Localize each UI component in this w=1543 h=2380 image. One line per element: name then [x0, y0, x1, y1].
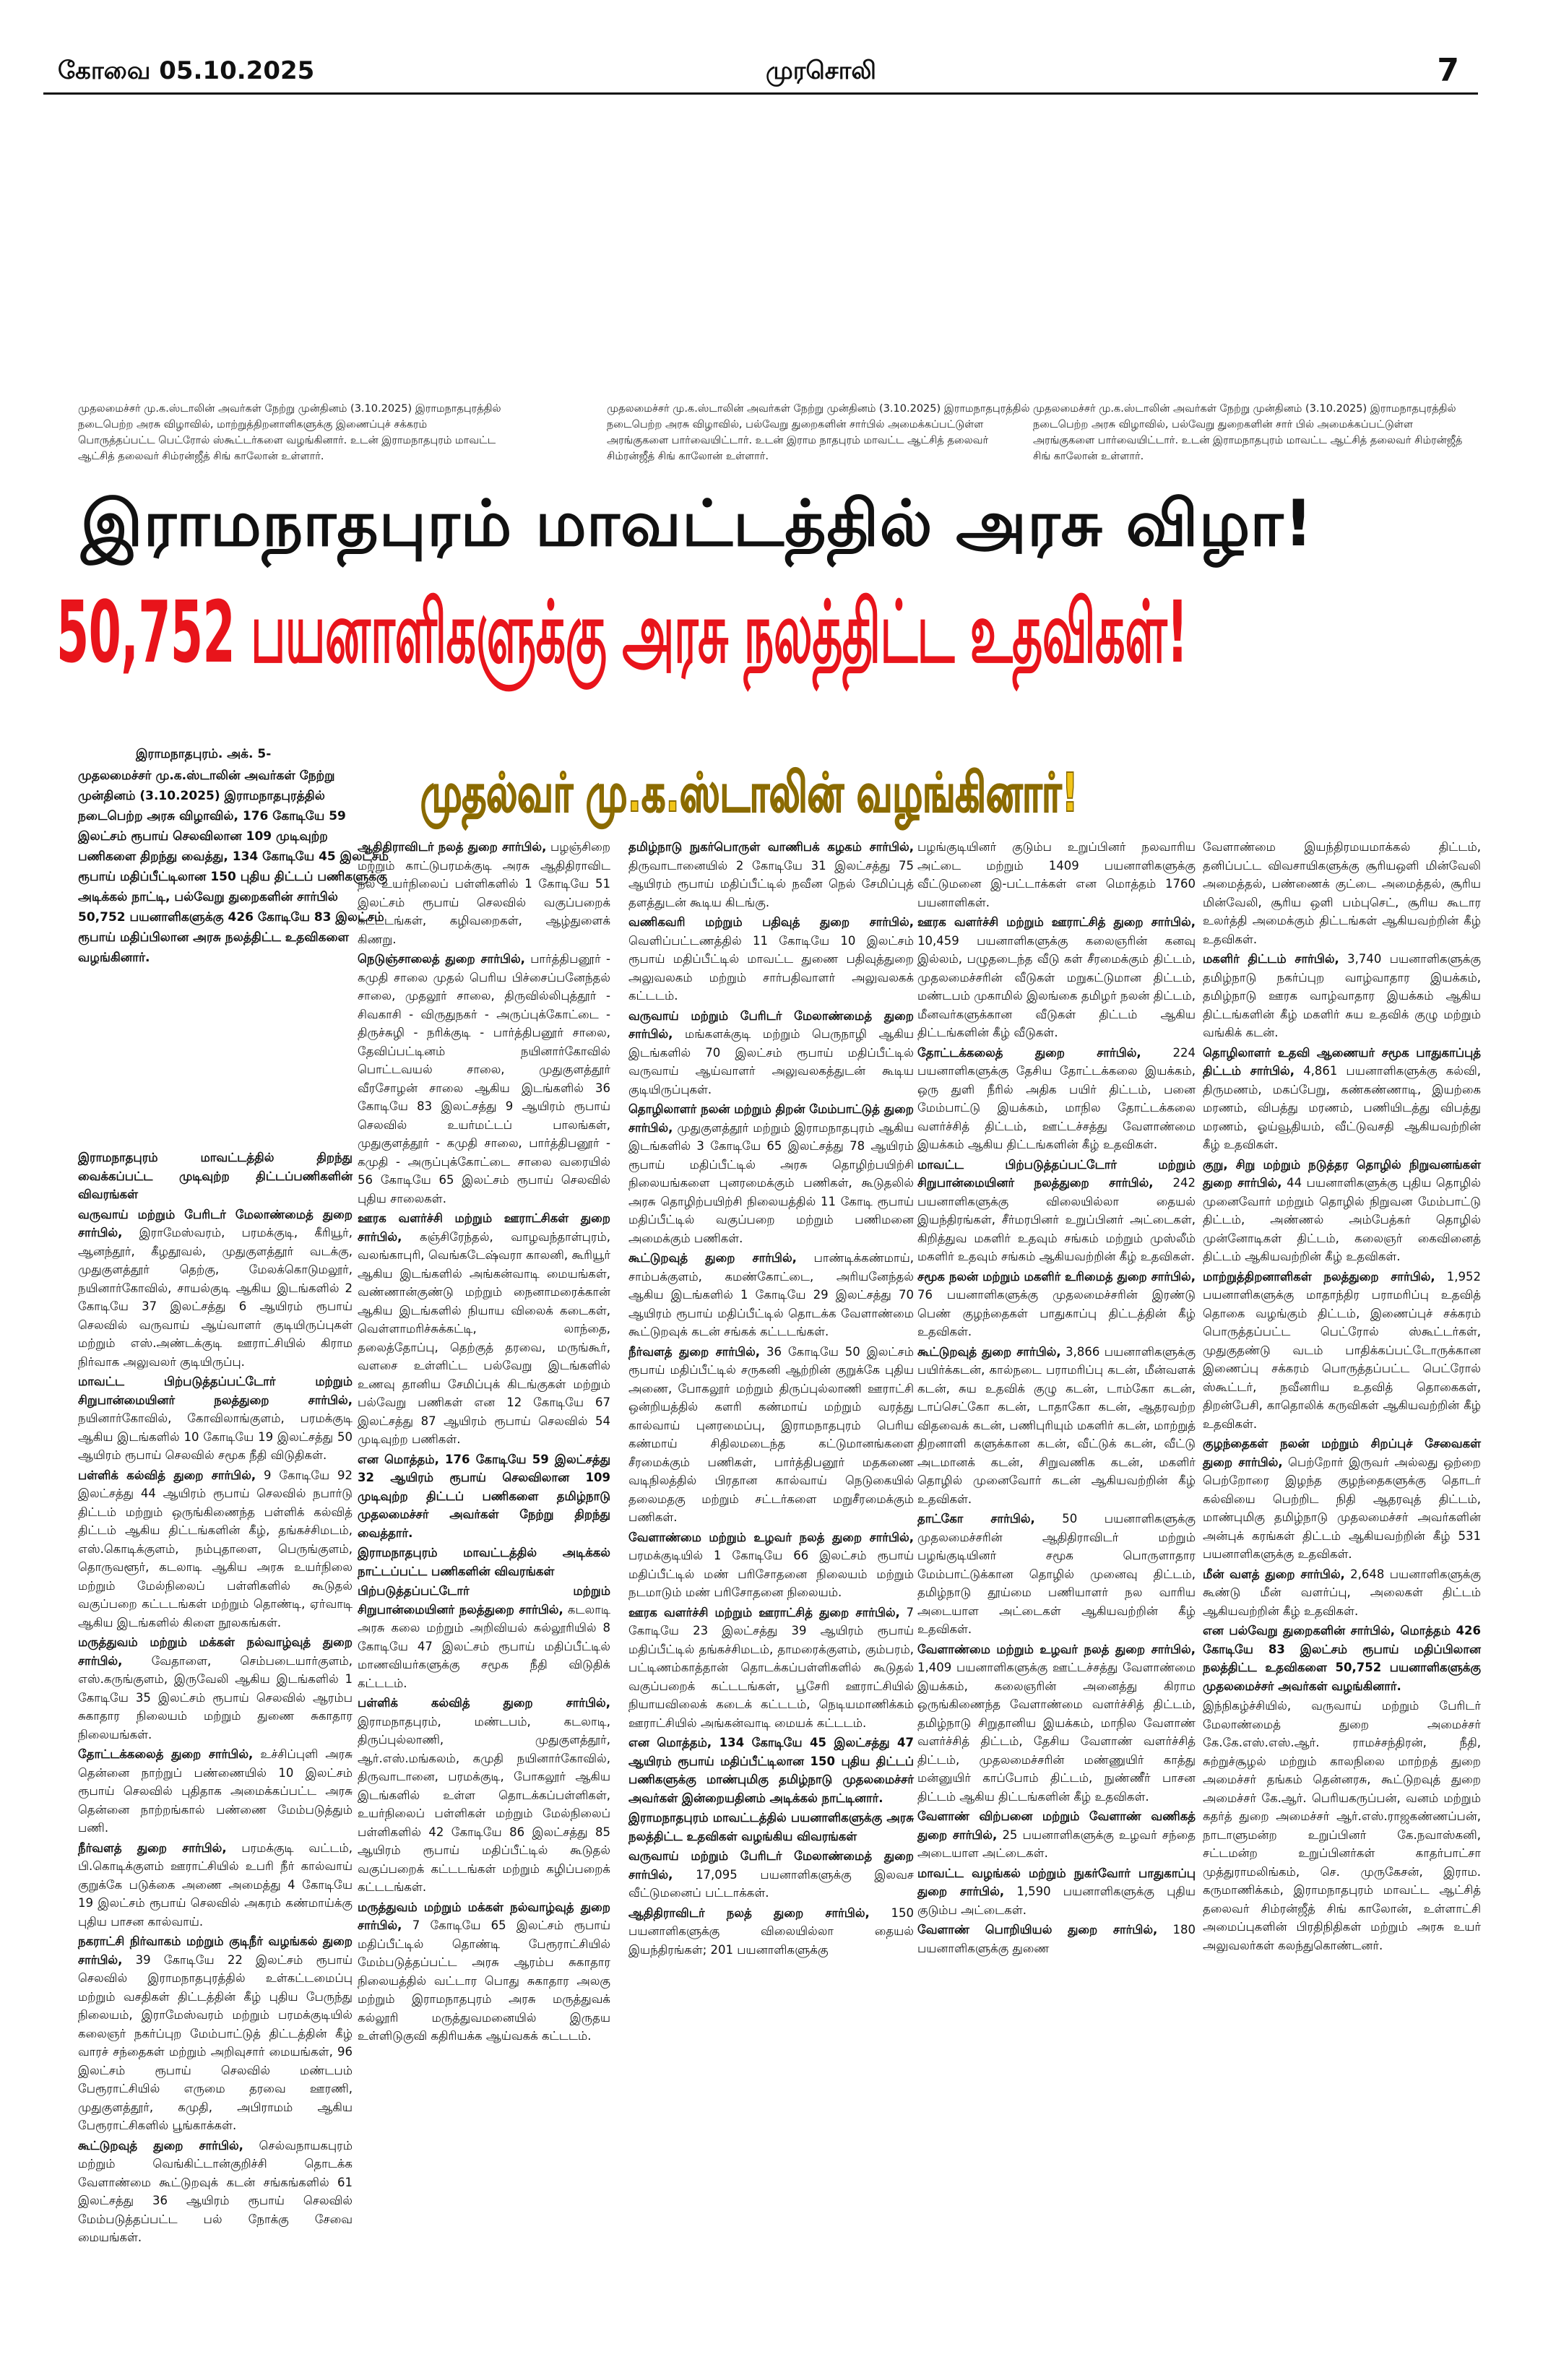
article-paragraph [358, 1898, 610, 2046]
article-paragraph [358, 1450, 610, 1543]
sub-headline: முதல்வர் மு.க.ஸ்டாலின் வழங்கினார்! [420, 762, 1079, 824]
newspaper-name: முரசொலி [766, 56, 876, 85]
paragraph-text: பாண்டிக்கண்மாய், சாம்பக்குளம், கமண்கோட்டை, அரியனேந்தல் ஆகிய இடங்களில் 1 கோடியே 29 இலட்சத்து 70 ஆயிரம் ரூபாய் மதிப்பீட்டில் தொடக்க வேளாண்மை கூட்டுறவுக் கடன் சங்கக் கட்டடங்கள். [628, 1251, 914, 1338]
page-number: 7 [1437, 52, 1459, 89]
paragraph-text: கஞ்சிரேந்தல், வாழவந்தாள்புரம், வலங்காபுரி, வெங்கடேஷ்வரா காலனி, கூரியூர் ஆகிய இடங்களில் அங்கன்வாடி மையங்கள், வண்ணான்குண்டு மற்றும் நைனாமரைக்கான் ஆகிய இடங்களில் நியாய விலைக் கடைகள், வெள்ளாமரிச்சுக்கட்டி, லாந்தை, தலைத்தோப்பு, தெற்குத் தரவை, மருங்கூர், வளசை உள்ளிட்ட பல்வேறு இடங்களில் உணவு தானிய சேமிப்புக் கிடங்குகள் மற்றும் பல்வேறு பணிகள் என 12 கோடியே 67 இலட்சத்து 87 ஆயிரம் ரூபாய் செலவில் 54 முடிவுற்ற பணிகள். [358, 1229, 611, 1446]
article-paragraph [78, 2137, 353, 2247]
paragraph-lead: தோட்டக்கலைத் துறை சார்பில், [917, 1045, 1141, 1060]
paragraph-lead: ஊரக வளர்ச்சி மற்றும் ஊராட்சித் துறை சார்பில், [917, 915, 1196, 929]
article-paragraph [78, 1466, 353, 1632]
article-paragraph [78, 1839, 353, 1931]
paragraph-lead: பிற்படுத்தப்பட்டோர் மற்றும் சிறுபான்மையினர் நலத்துறை சார்பில், [358, 1584, 610, 1617]
paragraph-lead: நீர்வளத் துறை சார்பில், [78, 1840, 227, 1855]
paragraph-text: பெற்றோர் இருவர் அல்லது ஒற்றை பெற்றோரை இழந்த குழந்தைகளுக்கு தொடர் கல்வியை பெற்றிட நிதி ஆதரவுத் திட்டம், மாண்புமிகு தமிழ்நாடு முதலமைச்சர் அவர்களின் அன்புக் கரங்கள் திட்டம் ஆகியவற்றின் கீழ் 531 பயனாளிகளுக்கு உதவிகள். [1203, 1455, 1481, 1561]
paragraph-text: பழஞ்சிறை மற்றும் காட்டுபரமக்குடி அரசு ஆதிதிராவிட நல உயர்நிலைப் பள்ளிகளில் 1 கோடியே 51 இலட்சம் ரூபாய் செலவில் வகுப்பறைக் கட்டடங்கள், கழிவறைகள், ஆழ்துளைக் கிணறு. [358, 840, 610, 946]
article-paragraph [628, 1847, 914, 1903]
paragraph-lead: சமூக நலன் மற்றும் மகளிர் உரிமைத் துறை சார்பில், [917, 1269, 1196, 1284]
article-paragraph [628, 1343, 914, 1527]
article-paragraph [1203, 1565, 1481, 1621]
paragraph-text: 1,409 பயனாளிகளுக்கு ஊட்டச்சத்து வேளாண்மை இயக்கம், கலைஞரின் அனைத்து கிராம ஒருங்கிணைந்த வேளாண்மை வளர்ச்சித் திட்டம், தமிழ்நாடு சிறுதானிய இயக்கம், மாநில வேளாண் வளர்ச்சித் திட்டம், தேசிய வேளாண் வளர்ச்சித் திட்டம், முதலமைச்சரின் மண்ணுயிர் காத்து மன்னுயிர் காப்போம் திட்டம், நுண்ணீர் பாசன திட்டம் ஆகிய திட்டங்களின் கீழ் உதவிகள். [917, 1661, 1196, 1804]
paragraph-text: 50 பயனாளிகளுக்கு முதலமைச்சரின் ஆதிதிராவிடர் மற்றும் பழங்குடியினர் சமூக பொருளாதார மேம்பாட்டுக்கான தொழில் முனைவு திட்டம், தமிழ்நாடு தூய்மை பணியாளர் நல வாரிய அடையாள அட்டைகள் ஆகியவற்றின் கீழ் உதவிகள். [917, 1512, 1196, 1636]
paragraph-lead: மகளிர் திட்டம் சார்பில், [1203, 952, 1339, 966]
paragraph-lead: நெடுஞ்சாலைத் துறை சார்பில், [358, 952, 525, 966]
paragraph-lead: கூட்டுறவுத் துறை சார்பில், [628, 1251, 797, 1265]
article-paragraph [628, 1904, 914, 1960]
article-paragraph [78, 1206, 353, 1372]
article-paragraph [628, 1007, 914, 1099]
paragraph-lead: தாட்கோ சார்பில், [917, 1512, 1035, 1526]
paragraph-lead: மாற்றுத்திறனாளிகள் நலத்துறை சார்பில், [1203, 1269, 1435, 1284]
article-paragraph [628, 913, 914, 1005]
article-column-4 [917, 838, 1196, 1959]
paragraph-text: வேளாண்மை இயந்திரமயமாக்கல் திட்டம், தனிப்பட்ட விவசாயிகளுக்கு சூரியஒளி மின்வேலி அமைத்தல், பண்ணைக் குட்டை அமைத்தல், சூரிய மின்வேலி, சூரிய ஒளி பம்புசெட், சூரிய கூடார உலர்த்தி அமைக்கும் திட்டங்கள் ஆகியவற்றின் கீழ் உதவிகள். [1203, 840, 1481, 946]
photo-area [43, 101, 1478, 390]
article-paragraph [78, 1372, 353, 1465]
article-paragraph [1203, 1268, 1481, 1434]
dateline: இராமநாதபுரம். அக். 5- [136, 747, 272, 761]
paragraph-text: நயினார்கோவில், கோவிலாங்குளம், பரமக்குடி ஆகிய இடங்களில் 10 கோடியே 19 இலட்சத்து 50 ஆயிரம் ரூபாய் செலவில் சமூக நீதி விடுதிகள். [78, 1411, 353, 1462]
article-paragraph [1203, 1622, 1481, 1695]
page-header [43, 0, 1488, 89]
article-paragraph [917, 1640, 1196, 1806]
article-paragraph [628, 1734, 914, 1807]
article-paragraph [358, 1694, 610, 1897]
article-paragraph [1203, 950, 1481, 1042]
article-paragraph [628, 838, 914, 912]
paragraph-lead: வணிகவரி மற்றும் பதிவுத் துறை சார்பில், [628, 915, 914, 929]
paragraph-text: 3,866 பயனாளிகளுக்கு பயிர்க்கடன், கால்நடை பராமரிப்பு கடன், மீன்வளக் கடன், சுய உதவிக் குழு கடன், டாம்கோ கடன், டாப்செட்கோ கடன், டாதாகோ கடன், ஆதரவற்ற விதவைக் கடன், பணிபுரியும் மகளிர் கடன், மாற்றுத் திறனாளி களுக்கான கடன், வீட்டுக் கடன், வீட்டு அடமானக் கடன், சிறுவணிக கடன், மகளிர் தொழில் முனைவோர் கடன் ஆகியவற்றின் கீழ் உதவிகள். [917, 1344, 1196, 1506]
paragraph-text: கடலாடி அரசு கலை மற்றும் அறிவியல் கல்லூரியில் 8 கோடியே 47 இலட்சம் ரூபாய் மதிப்பீட்டில் மாணவியர்களுக்கு சமூக நீதி விடுதிக் கட்டடம். [358, 1602, 610, 1690]
paragraph-lead: என பல்வேறு துறைகளின் சார்பில், மொத்தம் 426 கோடியே 83 இலட்சம் ரூபாய் மதிப்பிலான நலத்திட்ட உதவிகளை 50,752 பயனாளிகளுக்கு முதலமைச்சர் அவர்கள் வழங்கினார். [1203, 1624, 1481, 1693]
paragraph-lead: ஆதிதிராவிடர் நலத் துறை சார்பில், [358, 840, 547, 854]
article-paragraph [358, 838, 610, 948]
paragraph-text: செல்வநாயகபுரம் மற்றும் வெங்கிட்டான்குறிச்சி தொடக்க வேளாண்மை கூட்டுறவுக் கடன் சங்கங்களில் 61 இலட்சத்து 36 ஆயிரம் ரூபாய் செலவில் மேம்படுத்தப்பட்ட பல் நோக்கு சேவை மையங்கள். [78, 2138, 353, 2244]
paragraph-lead: குழந்தைகள் நலன் மற்றும் சிறப்புச் சேவைகள் துறை சார்பில், [1203, 1437, 1481, 1469]
article-paragraph [917, 1156, 1196, 1266]
article-paragraph [917, 1807, 1196, 1863]
intro-text: முதலமைச்சர் மு.க.ஸ்டாலின் அவர்கள் நேற்று முன்தினம் (3.10.2025) இராமநாதபுரத்தில் நடைபெற்ற அரசு விழாவில், 176 கோடியே 59 இலட்சம் ரூபாய் செலவிலான 109 முடிவுற்ற பணிகளை திறந்து வைத்து, 134 கோடியே 45 இலட்சம் ரூபாய் மதிப்பீட்டிலான 150 புதிய திட்டப் பணிகளுக்கு அடிக்கல் நாட்டி, பல்வேறு துறைகளின் சார்பில் 50,752 பயனாளிகளுக்கு 426 கோடியே 83 இலட்சம் ரூபாய் மதிப்பிலான அரசு நலத்திட்ட உதவிகளை வழங்கினார். [78, 769, 389, 965]
kicker-headline: இராமநாதபுரம் மாவட்டத்தில் அரசு விழா! [81, 486, 1314, 561]
article-paragraph [628, 1604, 914, 1733]
paragraph-lead: இராமநாதபுரம் மாவட்டத்தில் பயனாளிகளுக்கு அரசு நலத்திட்ட உதவிகள் வழங்கிய விவரங்கள் [628, 1811, 914, 1843]
paragraph-text: 1,590 பயனாளிகளுக்கு புதிய குடும்ப அட்டைகள். [917, 1884, 1196, 1917]
article-paragraph [358, 1544, 610, 1580]
paragraph-lead: வருவாய் மற்றும் பேரிடர் மேலாண்மைத் துறை சார்பில், [628, 1008, 914, 1041]
edition-date: கோவை 05.10.2025 [58, 56, 315, 85]
paragraph-lead: மாவட்ட வழங்கல் மற்றும் நுகர்வோர் பாதுகாப்பு துறை சார்பில், [917, 1866, 1196, 1898]
paragraph-lead: தொழிலாளர் உதவி ஆணையர் சமூக பாதுகாப்புத் திட்டம் சார்பில், [1203, 1045, 1481, 1078]
article-column-5 [1203, 838, 1481, 1956]
paragraph-lead: வேளாண் விற்பனை மற்றும் வேளாண் வணிகத் துறை சார்பில், [917, 1809, 1196, 1842]
paragraph-text: பரமக்குடி வட்டம், பி.கொடிக்குளம் ஊராட்சியில் உபரி நீர் கால்வாய் குறுக்கே படுக்கை அணை அமைத்து 4 கோடியே 19 இலட்சம் ரூபாய் செலவில் அகரம் கண்மாய்க்கு புதிய பாசன கால்வாய். [78, 1840, 353, 1929]
paragraph-lead: ஆதிதிராவிடர் நலத் துறை சார்பில், [628, 1905, 870, 1920]
paragraph-text: மங்களக்குடி மற்றும் பெருநாழி ஆகிய இடங்களில் 70 இலட்சம் ரூபாய் மதிப்பீட்டில் வருவாய் ஆய்வாளர் அலுவலகத்துடன் கூடிய குடியிருப்புகள். [628, 1027, 914, 1096]
paragraph-text: 180 பயனாளிகளுக்கு துணை [917, 1923, 1196, 1955]
paragraph-lead: வேளாண்மை மற்றும் உழவர் நலத் துறை சார்பில், [628, 1530, 914, 1544]
paragraph-lead: வருவாய் மற்றும் பேரிடர் மேலாண்மைத் துறை சார்பில், [78, 1207, 353, 1239]
article-paragraph [358, 1582, 610, 1692]
paragraph-text: முதுகுளத்தூர் மற்றும் இராமநாதபுரம் ஆகிய இடங்களில் 3 கோடியே 65 இலட்சத்து 78 ஆயிரம் ரூபாய் மதிப்பீட்டில் அரசு தொழிற்பயிற்சி நிலையங்களை புனரமைக்கும் பணிகள், கூடுதலில் அரசு தொழிற்பயிற்சி நிலையத்தில் 11 கோடி ரூபாய் மதிப்பீட்டில் வகுப்பறை மற்றும் பணிமனை அமைக்கும் பணிகள். [628, 1120, 914, 1245]
article-paragraph [917, 1864, 1196, 1920]
paragraph-lead: மாவட்ட பிற்படுத்தப்பட்டோர் மற்றும் சிறுபான்மையினர் நலத்துறை சார்பில், [917, 1157, 1196, 1190]
paragraph-lead: நகராட்சி நிர்வாகம் மற்றும் குடிநீர் வழங்கல் துறை சார்பில், [78, 1934, 353, 1967]
paragraph-text: 10,459 பயனாளிகளுக்கு கலைஞரின் கனவு இல்லம், பழுதடைந்த வீடு கள் சீரமைக்கும் திட்டம், முதலமைச்சரின் வீடுகள் மறுகட்டுமான திட்டம், மண்டபம் முகாமில் இலங்கை தமிழர் நலன் திட்டம், மீனவர்களுக்கான வீடுகள் திட்டம் ஆகிய திட்டங்களின் கீழ் வீடுகள். [917, 933, 1196, 1039]
paragraph-text: பழங்குடியினர் குடும்ப உறுப்பினர் நலவாரிய அட்டை மற்றும் 1409 பயனாளிகளுக்கு வீட்டுமனை இ-பட்டாக்கள் என மொத்தம் 1760 பயனாளிகள். [917, 840, 1196, 909]
article-paragraph [917, 1268, 1196, 1341]
paragraph-text: இராமேஸ்வரம், பரமக்குடி, கீரியூர், ஆனந்தூர், கீழதூவல், முதுகுளத்தூர் வடக்கு, முதுகுளத்தூர் தெற்கு, மேலக்கொடுமலூர், நயினார்கோவில், சாயல்குடி ஆகிய இடங்களில் 2 கோடியே 37 இலட்சத்து 6 ஆயிரம் ரூபாய் செலவில் வருவாய் ஆய்வாளர் குடியிருப்புகள் மற்றும் எஸ்.அண்டக்குடி ஊராட்சியில் கிராம நிர்வாக அலுவலர் குடியிருப்பு. [78, 1226, 353, 1369]
article-paragraph [78, 1745, 353, 1838]
article-paragraph [628, 1100, 914, 1247]
paragraph-text: 4,861 பயனாளிகளுக்கு கல்வி, திருமணம், மகப்பேறு, கண்கண்ணாடி, இயற்கை மரணம், விபத்து மரணம், பணியிடத்து விபத்து மரணம், ஓய்வூதியம், வீட்டுவசதி ஆகியவற்றின் கீழ் உதவிகள். [1203, 1064, 1481, 1151]
paragraph-lead: கூட்டுறவுத் துறை சார்பில், [917, 1344, 1061, 1359]
header-rule [43, 92, 1478, 95]
paragraph-lead: நீர்வளத் துறை சார்பில், [628, 1344, 761, 1359]
paragraph-text: இந்நிகழ்ச்சியில், வருவாய் மற்றும் பேரிடர் மேலாண்மைத் துறை அமைச்சர் கே.கே.எஸ்.எஸ்.ஆர். ராமச்சந்திரன், நீதி, சுற்றுச்சூழல் மற்றும் காலநிலை மாற்றத் துறை அமைச்சர் தங்கம் தென்னரசு, கூட்டுறவுத் துறை அமைச்சர் கே.ஆர். பெரியகருப்பன், வனம் மற்றும் கதர்த் துறை அமைச்சர் ஆர்.எஸ்.ராஜகண்ணப்பன், நாடாளுமன்ற உறுப்பினர் கே.நவாஸ்கனி, சட்டமன்ற உறுப்பினர்கள் காதர்பாட்சா முத்துராமலிங்கம், செ. முருகேசன், இராம. கருமாணிக்கம், இராமநாதபுரம் மாவட்ட ஆட்சித் தலைவர் சிம்ரன்ஜீத் சிங் காலோன், உள்ளாட்சி அமைப்புகளின் பிரதிநிதிகள் மற்றும் அரசு உயர் அலுவலர்கள் கலந்துகொண்டனர். [1203, 1699, 1481, 1952]
paragraph-lead: பள்ளிக் கல்வித் துறை சார்பில், [78, 1468, 256, 1482]
article-paragraph [1203, 1156, 1481, 1266]
article-paragraph [917, 1343, 1196, 1509]
paragraph-text: 25 பயனாளிகளுக்கு உழவர் சந்தை அடையாள அட்டைகள். [917, 1827, 1196, 1860]
paragraph-text: வேதாளை, செம்படையார்குளம், எஸ்.கருங்குளம், இருவேலி ஆகிய இடங்களில் 1 கோடியே 35 இலட்சம் ரூபாய் செலவில் ஆரம்ப சுகாதார நிலையம் மற்றும் துணை சுகாதார நிலையங்கள். [78, 1653, 353, 1741]
paragraph-lead: ஊரக வளர்ச்சி மற்றும் ஊராட்சித் துறை சார்பில், [628, 1605, 900, 1619]
paragraph-lead: வேளாண்மை மற்றும் உழவர் நலத் துறை சார்பில், [917, 1642, 1196, 1656]
paragraph-text: வெளிப்பட்டணத்தில் 11 கோடியே 10 இலட்சம் ரூபாய் மதிப்பீட்டில் மாவட்ட துணை பதிவுத்துறை அலுவலகம் மற்றும் சார்பதிவாளர் அலுவலகக் கட்டடம். [628, 933, 914, 1003]
paragraph-text: 2,648 பயனாளிகளுக்கு கூண்டு மீன் வளர்ப்பு, அலைகள் திட்டம் ஆகியவற்றின் கீழ் உதவிகள். [1203, 1567, 1481, 1618]
paragraph-text: 3,740 பயனாளிகளுக்கு தமிழ்நாடு நகர்ப்புற வாழ்வாதார இயக்கம், தமிழ்நாடு ஊரக வாழ்வாதார இயக்கம் ஆகிய திட்டங்களின் கீழ் மகளிர் சுய உதவிக் குழு மற்றும் வங்கிக் கடன். [1203, 952, 1481, 1039]
paragraph-text: 1,952 பயனாளிகளுக்கு மாதாந்திர பராமரிப்பு உதவித் தொகை வழங்கும் திட்டம், இணைப்புச் சக்கரம் பொருத்தப்பட்ட பெட்ரோல் ஸ்கூட்டர்கள், முதுகுதண்டு வடம் பாதிக்கப்பட்டோருக்கான இணைப்பு சக்கரம் பொருத்தப்பட்ட பெட்ரோல் ஸ்கூட்டர், நவீனரிய உதவித் தொகைகள், திறன்பேசி, காதொலிக் கருவிகள் ஆகியவற்றின் கீழ் உதவிகள். [1203, 1269, 1481, 1431]
paragraph-text: 44 பயனாளிகளுக்கு புதிய தொழில் முனைவோர் மற்றும் தொழில் நிறுவன மேம்பாட்டு திட்டம், அண்ணல் அம்பேத்கர் தொழில் முன்னோடிகள் திட்டம், கலைஞர் கைவினைத் திட்டம் ஆகியவற்றின் கீழ் உதவிகள். [1203, 1176, 1482, 1263]
paragraph-lead: வேளாண் பொறியியல் துறை சார்பில், [917, 1923, 1158, 1937]
article-paragraph [78, 1633, 353, 1744]
paragraph-lead: மீன் வளத் துறை சார்பில், [1203, 1567, 1345, 1581]
article-paragraph [628, 1809, 914, 1845]
paragraph-text: 224 பயனாளிகளுக்கு தேசிய தோட்டக்கலை இயக்கம், ஒரு துளி நீரில் அதிக பயிர் திட்டம், பனை மேம்பாட்டு இயக்கம், மாநில தோட்டக்கலை வளர்ச்சித் திட்டம், ஊட்டச்சத்து வேளாண்மை இயக்கம் ஆகிய திட்டங்களின் கீழ் உதவிகள். [917, 1045, 1196, 1151]
article-paragraph [917, 1510, 1196, 1639]
paragraph-lead: தமிழ்நாடு நுகர்பொருள் வாணிபக் கழகம் சார்பில், [628, 840, 914, 854]
paragraph-lead: பள்ளிக் கல்வித் துறை சார்பில், [358, 1696, 610, 1710]
paragraph-text: 7 கோடியே 23 இலட்சத்து 39 ஆயிரம் ரூபாய் மதிப்பீட்டில் தங்கச்சிமடம், தாமரைக்குளம், கும்பரம், பட்டிணம்காத்தான் தொடக்கப்பள்ளிகளில் கூடுதல் வகுப்பறைக் கட்டடங்கள், பூசேரி ஊராட்சியில் நியாயவிலைக் கடைக் கட்டடம், நெடியமாணிக்கம் ஊராட்சியில் அங்கன்வாடி மையக் கட்டடம். [628, 1605, 914, 1730]
paragraph-text: 36 கோடியே 50 இலட்சம் ரூபாய் மதிப்பீட்டில் சருகனி ஆற்றின் குறுக்கே புதிய அணை, போகலூர் மற்றும் திருப்புல்லாணி ஊராட்சி ஒன்றியத்தில் களரி கண்மாய் மற்றும் வரத்து கால்வாய் புனரமைப்பு, இராமநாதபுரம் பெரிய கண்மாய் சிதிலமடைந்த கட்டுமானங்களை சீரமைக்கும் பணிகள், பார்த்திபனூர் மதகணை வடிநிலத்தில் பிரதான கால்வாய் நெடுகையில் தலைமதகு மற்றும் சட்டர்களை மறுசீரமைக்கும் பணிகள். [628, 1344, 915, 1524]
article-paragraph [917, 1921, 1196, 1957]
article-paragraph [358, 1209, 610, 1449]
paragraph-text: 7 கோடியே 65 இலட்சம் ரூபாய் மதிப்பீட்டில் தொண்டி பேரூராட்சியில் மேம்படுத்தப்பட்ட அரசு ஆரம்ப சுகாதார நிலையத்தில் வட்டார பொது சுகாதார அலகு மற்றும் இராமநாதபுரம் அரசு மருத்துவக் கல்லூரி மருத்துவமனையில் இருதய உள்ளிடுகுவி கதிரியக்க ஆய்வகக் கட்டடம். [358, 1918, 610, 2043]
article-column-1 [78, 1148, 353, 2249]
paragraph-lead: மருத்துவம் மற்றும் மக்கள் நல்வாழ்வுத் துறை சார்பில், [358, 1900, 610, 1932]
article-paragraph [1203, 1044, 1481, 1154]
paragraph-lead: இராமநாதபுரம் மாவட்டத்தில் திறந்து வைக்கப்பட்ட முடிவுற்ற திட்டப்பணிகளின் விவரங்கள் [78, 1151, 353, 1201]
paragraph-lead: வருவாய் மற்றும் பேரிடர் மேலாண்மைத் துறை சார்பில், [628, 1849, 914, 1882]
paragraph-lead: தொழிலாளர் நலன் மற்றும் திறன் மேம்பாட்டுத் துறை சார்பில், [628, 1102, 914, 1135]
paragraph-lead: இராமநாதபுரம் மாவட்டத்தில் அடிக்கல் நாட்டப்பட்ட பணிகளின் விவரங்கள் [358, 1546, 610, 1578]
paragraph-text: 9 கோடியே 92 இலட்சத்து 44 ஆயிரம் ரூபாய் செலவில் நபார்டு திட்டம் மற்றும் ஒருங்கிணைந்த பள்ளிக் கல்வித் திட்டம் ஆகிய திட்டங்களின் கீழ், தங்கச்சிமடம், எஸ்.கொடிக்குளம், நம்புதாளை, பெருங்குளம், தொருவளூர், கடலாடி ஆகிய அரசு உயர்நிலை மற்றும் மேல்நிலைப் பள்ளிகளில் கூடுதல் வகுப்பறை கட்டடங்கள் மற்றும் தொண்டி, ஏர்வாடி ஆகிய இடங்களில் கிளை நூலகங்கள். [78, 1468, 353, 1630]
paragraph-text: 17,095 பயனாளிகளுக்கு இலவச வீட்டுமனைப் பட்டாக்கள். [628, 1867, 914, 1900]
article-column-3 [628, 838, 914, 1960]
paragraph-lead: ஊரக வளர்ச்சி மற்றும் ஊராட்சிகள் துறை சார்பில், [358, 1211, 610, 1244]
paragraph-lead: என மொத்தம், 176 கோடியே 59 இலட்சத்து 32 ஆயிரம் ரூபாய் செலவிலான 109 முடிவுற்ற திட்டப் பணிகளை தமிழ்நாடு முதலமைச்சர் அவர்கள் நேற்று திறந்து வைத்தார். [358, 1452, 610, 1540]
photo-caption-1: முதலமைச்சர் மு.க.ஸ்டாலின் அவர்கள் நேற்று முன்தினம் (3.10.2025) இராமநாதபுரத்தில் நடைபெற்ற அரசு விழாவில், மாற்றுத்திறனாளிகளுக்கு இணைப்புச் சக்கரம் பொருத்தப்பட்ட பெட்ரோல் ஸ்கூட்டர்களை வழங்கினார். உடன் இராமநாதபுரம் மாவட்ட ஆட்சித் தலைவர் சிம்ரன்ஜீத் சிங் காலோன் உள்ளார். [78, 403, 501, 462]
article-paragraph [1203, 1435, 1481, 1564]
photo-caption-3: முதலமைச்சர் மு.க.ஸ்டாலின் அவர்கள் நேற்று முன்தினம் (3.10.2025) இராமநாதபுரத்தில் நடைபெற்ற அரசு விழாவில், பல்வேறு துறைகளின் சார் பில் அமைக்கப்பட்டுள்ள அரங்குகளை பார்வையிட்டார். உடன் இராமநாதபுரம் மாவட்ட ஆட்சித் தலைவர் சிம்ரன்ஜீத் சிங் காலோன் உள்ளார். [1033, 403, 1463, 462]
article-paragraph [917, 838, 1196, 912]
paragraph-lead: என மொத்தம், 134 கோடியே 45 இலட்சத்து 47 ஆயிரம் ரூபாய் மதிப்பீட்டிலான 150 புதிய திட்டப் பணிகளுக்கு மாண்புமிகு தமிழ்நாடு முதலமைச்சர் அவர்கள் இன்றையதினம் அடிக்கல் நாட்டினார். [628, 1736, 914, 1805]
paragraph-lead: குறு, சிறு மற்றும் நடுத்தர தொழில் நிறுவனங்கள் துறை சார்பில், [1203, 1157, 1481, 1190]
paragraph-text: 76 பயனாளிகளுக்கு முதலமைச்சரின் இரண்டு பெண் குழந்தைகள் பாதுகாப்பு திட்டத்தின் கீழ் உதவிகள். [917, 1288, 1196, 1338]
article-paragraph [917, 1044, 1196, 1154]
paragraph-text: உச்சிப்புளி அரசு தென்னை நாற்றுப் பண்ணையில் 10 இலட்சம் ரூபாய் செலவில் புதிதாக அமைக்கப்பட்ட அரசு தென்னை நாற்றங்கால் பண்ணை மேம்படுத்தும் பணி. [78, 1747, 353, 1835]
paragraph-text: 150 பயனாளிகளுக்கு விலையில்லா தையல் இயந்திரங்கள்; 201 பயனாளிகளுக்கு [628, 1905, 914, 1957]
paragraph-lead: கூட்டுறவுத் துறை சார்பில், [78, 2138, 243, 2152]
article-paragraph [1203, 838, 1481, 948]
article-paragraph [1203, 1697, 1481, 1955]
paragraph-lead: தோட்டக்கலைத் துறை சார்பில், [78, 1747, 254, 1761]
article-paragraph [358, 950, 610, 1208]
photo-caption-2: முதலமைச்சர் மு.க.ஸ்டாலின் அவர்கள் நேற்று முன்தினம் (3.10.2025) இராமநாதபுரத்தில் நடைபெற்ற அரசு விழாவில், பல்வேறு துறைகளின் சார்பில் அமைக்கப்பட்டுள்ள அரங்குகளை பார்வையிட்டார். உடன் இராம நாதபுரம் மாவட்ட ஆட்சித் தலைவர் சிம்ரன்ஜீத் சிங் காலோன் உள்ளார். [607, 403, 1030, 462]
paragraph-text: பார்த்திபனூர் - கமுதி சாலை முதல் பெரிய பிச்சைப்பனேந்தல் சாலை, முதலூர் சாலை, திருவில்லிபுத்தூர் - சிவகாசி - விருதுநகர் - அருப்புக்கோட்டை - திருச்சுழி - நரிக்குடி - பார்த்திபனூர் சாலை, தேவிப்பட்டினம் நயினார்கோவில் பொட்டவயல் சாலை, முதுகுளத்தூர் வீரசோழன் சாலை ஆகிய இடங்களில் 36 கோடியே 83 இலட்சத்து 9 ஆயிரம் ரூபாய் செலவில் உயர்மட்டப் பாலங்கள், முதுகுளத்தூர் - கமுதி சாலை, பார்த்திபனூர் - கமுதி - அருப்புக்கோட்டை சாலை வரையில் 56 கோடியே 65 இலட்சம் ரூபாய் செலவில் புதிய சாலைகள். [358, 952, 610, 1206]
article-paragraph [628, 1528, 914, 1602]
paragraph-lead: மாவட்ட பிற்படுத்தப்பட்டோர் மற்றும் சிறுபான்மையினர் நலத்துறை சார்பில், [78, 1375, 353, 1407]
paragraph-text: இராமநாதபுரம், மண்டபம், கடலாடி, திருப்புல்லாணி, முதுகுளத்தூர், ஆர்.எஸ்.மங்கலம், கமுதி நயினார்கோவில், திருவாடானை, பரமக்குடி, போகலூர் ஆகிய இடங்களில் உள்ள தொடக்கப்பள்ளிகள், உயர்நிலைப் பள்ளிகள் மற்றும் மேல்நிலைப் பள்ளிகளில் 42 கோடியே 86 இலட்சத்து 85 ஆயிரம் ரூபாய் மதிப்பீட்டில் கூடுதல் வகுப்பறைக் கட்டடங்கள் மற்றும் கழிப்பறைக் கட்டடங்கள். [358, 1714, 610, 1894]
article-paragraph [917, 913, 1196, 1042]
main-headline: 50,752 பயனாளிகளுக்கு அரசு நலத்திட்ட உதவிகள்! [56, 582, 1188, 682]
paragraph-text: 39 கோடியே 22 இலட்சம் ரூபாய் செலவில் இராமநாதபுரத்தில் உள்கட்டமைப்பு மற்றும் வசதிகள் திட்டத்தின் கீழ் புதிய பேருந்து நிலையம், இராமேஸ்வரம் மற்றும் பரமக்குடியில் கலைஞர் நகர்ப்புற மேம்பாட்டுத் திட்டத்தின் கீழ் வாரச் சந்தைகள் மற்றும் அறிவுசார் மையங்கள், 96 இலட்சம் ரூபாய் செலவில் மண்டபம் பேரூராட்சியில் எருமை தரவை ஊரணி, முதுகுளத்தூர், கமுதி, அபிராமம் ஆகிய பேரூராட்சிகளில் பூங்காக்கள். [78, 1952, 353, 2132]
paragraph-text: திருவாடானையில் 2 கோடியே 31 இலட்சத்து 75 ஆயிரம் ரூபாய் மதிப்பீட்டில் நவீன நெல் சேமிப்புத் தளத்துடன் கூடிய கிடங்கு. [628, 858, 914, 909]
intro-paragraph [78, 744, 389, 968]
paragraph-lead: மருத்துவம் மற்றும் மக்கள் நல்வாழ்வுத் துறை சார்பில், [78, 1635, 353, 1668]
paragraph-text: 242 பயனாளிகளுக்கு விலையில்லா தையல் இயந்திரங்கள், சீர்மரபினர் உறுப்பினர் அட்டைகள், கிறித்துவ மகளிர் உதவும் சங்கம் மற்றும் முஸ்லீம் மகளிர் உதவும் சங்கம் ஆகியவற்றின் கீழ் உதவிகள். [917, 1176, 1196, 1263]
article-paragraph [78, 1932, 353, 2135]
paragraph-text: பரமக்குடியில் 1 கோடியே 66 இலட்சம் ரூபாய் மதிப்பீட்டில் மண் பரிசோதனை நிலையம் மற்றும் நடமாடும் மண் பரிசோதனை நிலையம். [628, 1549, 914, 1599]
article-paragraph [628, 1249, 914, 1341]
article-paragraph [78, 1148, 353, 1204]
article-column-2 [358, 838, 610, 2047]
